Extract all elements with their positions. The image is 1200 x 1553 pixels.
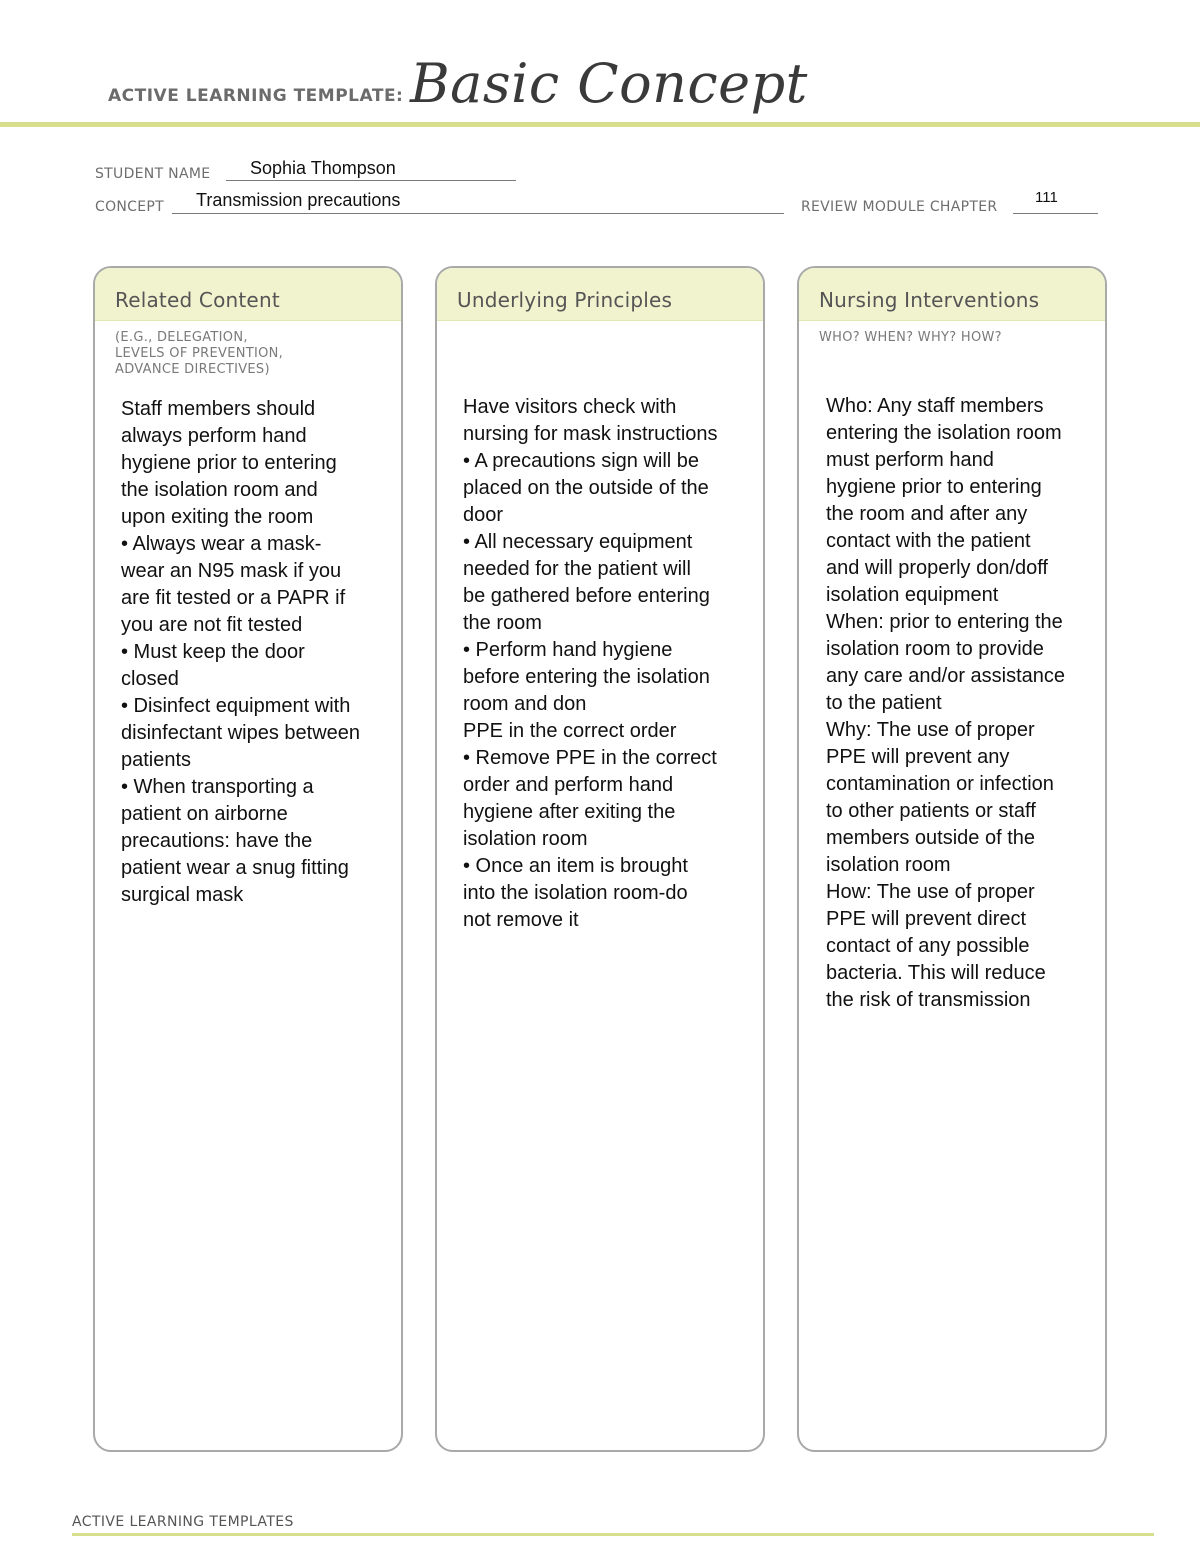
nursing-interventions-body[interactable]: Who: Any staff members entering the isolation room must perform hand hygiene prior to entering the room and after any contact with the patient and will properly don/doff isolation equipment When: prior to entering the isolation room to provide any care and/or assistance to the patient Why: The use of proper PPE will prevent any contamination or infection to other patients or staff members outside of the isolation room How: The use of proper PPE will prevent direct contact of any possible bacteria. This will reduce the risk of transmission	[826, 395, 1066, 1011]
underlying-principles-card	[435, 266, 765, 1452]
template-label: ACTIVE LEARNING TEMPLATE:	[108, 86, 404, 106]
page-header	[0, 0, 1200, 128]
review-module-line	[1013, 213, 1098, 214]
header-divider	[0, 122, 1200, 127]
concept-line	[172, 213, 784, 214]
footer-divider	[72, 1533, 1154, 1536]
nursing-interventions-title: Nursing Interventions	[819, 288, 1040, 312]
concept-label: CONCEPT	[95, 199, 164, 215]
footer-label: ACTIVE LEARNING TEMPLATES	[72, 1514, 294, 1530]
page-title: Basic Concept	[410, 52, 808, 115]
review-module-field[interactable]: 111	[1035, 189, 1058, 206]
nursing-interventions-subtitle: WHO? WHEN? WHY? HOW?	[819, 330, 1002, 345]
related-content-body[interactable]: Staff members should always perform hand hygiene prior to entering the isolation room and upon exiting the room • Always wear a mask- wear an N95 mask if you are fit tested or a PAPR if you are not fit tested • Must keep the door closed • Disinfect equipment with disinfectant wipes between patients • When transporting a patient on airborne precautions: have the patient wear a snug fitting surgical mask	[121, 398, 361, 906]
review-module-label: REVIEW MODULE CHAPTER	[801, 199, 998, 215]
student-name-line	[226, 180, 516, 181]
underlying-principles-title: Underlying Principles	[457, 288, 673, 312]
underlying-principles-body[interactable]: Have visitors check with nursing for mask instructions • A precautions sign will be placed on the outside of the door • All necessary equipment needed for the patient will be gathered before entering the room • Perform hand hygiene before entering the isolation room and don PPE in the correct order • Remove PPE in the correct order and perform hand hygiene after exiting the isolation room • Once an item is brought into the isolation room-do not remove it	[463, 396, 718, 931]
concept-field[interactable]: Transmission precautions	[196, 190, 401, 210]
related-content-subtitle: (E.G., DELEGATION, LEVELS OF PREVENTION, ADVANCE DIRECTIVES)	[115, 330, 284, 377]
related-content-card	[93, 266, 403, 1452]
related-content-title: Related Content	[115, 288, 280, 312]
student-name-label: STUDENT NAME	[95, 166, 211, 182]
nursing-interventions-card	[797, 266, 1107, 1452]
student-name-field[interactable]: Sophia Thompson	[250, 158, 396, 178]
